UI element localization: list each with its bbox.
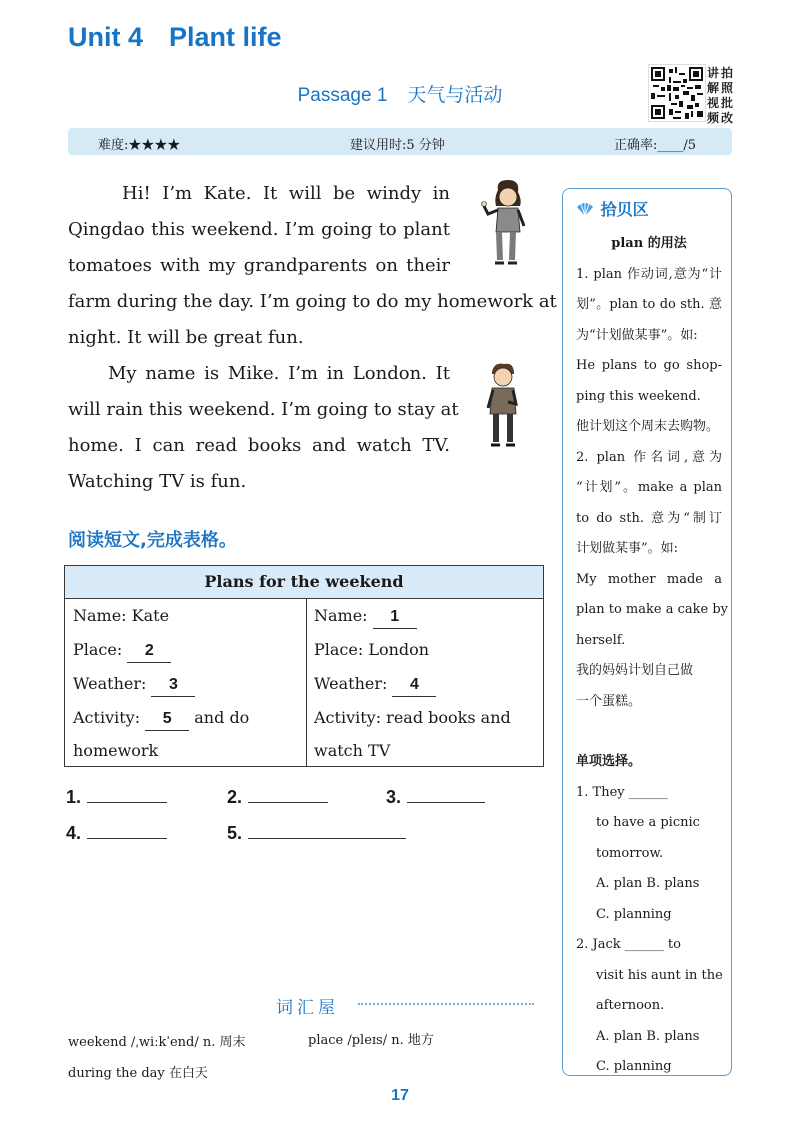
difficulty-rating: 难度:★★★★ bbox=[98, 138, 181, 153]
q2-option-c[interactable]: C. planning bbox=[596, 1059, 672, 1074]
qr-code-icon bbox=[649, 65, 705, 121]
kate-weather: Weather: 3 bbox=[73, 667, 195, 701]
unit-title: Plant life bbox=[169, 22, 282, 52]
unit-number: Unit 4 bbox=[68, 22, 144, 52]
answer-1[interactable]: 1. bbox=[66, 784, 167, 808]
mike-weather: Weather: 4 bbox=[314, 667, 436, 701]
sidebar-subtitle: plan 的用法 bbox=[611, 236, 687, 251]
vocab-divider bbox=[358, 1003, 534, 1005]
answer-line[interactable] bbox=[87, 784, 167, 803]
vocab-item-place: place /pleɪs/ n. 地方 bbox=[308, 1033, 434, 1048]
blank-5[interactable]: 5 bbox=[145, 708, 189, 731]
answer-line[interactable] bbox=[87, 820, 167, 839]
vocab-title: 词汇屋 bbox=[276, 998, 339, 1018]
q2-options-ab[interactable]: A. plan B. plans bbox=[596, 1028, 700, 1044]
blank-1[interactable]: 1 bbox=[373, 606, 417, 629]
q2-stem: 2. Jack ______ to bbox=[576, 937, 681, 952]
qr-code[interactable] bbox=[648, 64, 706, 122]
vocab-item-weekend: weekend /ˌwiːkˈend/ n. 周末 bbox=[68, 1035, 246, 1050]
answer-3[interactable]: 3. bbox=[386, 784, 485, 808]
answer-5[interactable]: 5. bbox=[227, 820, 406, 844]
answer-line[interactable] bbox=[248, 820, 406, 839]
mike-activity-line2: watch TV bbox=[314, 741, 391, 760]
info-bar bbox=[68, 128, 732, 155]
accuracy-rate: 正确率:____/5 bbox=[614, 138, 697, 153]
boy-illustration bbox=[478, 362, 528, 448]
q1-option-c[interactable]: C. planning bbox=[596, 906, 672, 922]
plans-table bbox=[64, 565, 544, 767]
table-title: Plans for the weekend bbox=[65, 566, 543, 599]
passage-number: Passage 1 bbox=[297, 85, 388, 106]
table-instruction: 阅读短文,完成表格。 bbox=[68, 530, 237, 551]
mike-name: Name: 1 bbox=[314, 599, 417, 633]
qr-label: 讲 拍 解 照 视 批 频 改 bbox=[707, 66, 734, 125]
mc-title: 单项选择。 bbox=[576, 754, 642, 769]
kate-activity: Activity: 5 and do bbox=[73, 701, 249, 735]
sidebar-content: plan 的用法 1. plan 作动词,意为“计 划”。plan to do sth. 意 为“计划做某事”。如: He plans to go shop- ping this weekend. 他计划这个周末去购物。 2. plan 作名词,意为 “计划”。make a plan to do sth. 意为“制订 计划做某事”。如: My mother made a plan to make a cake by herself. 我的妈妈计划自己做 一个蛋糕。 单项选择。 1. They ______ to have a picnic tomorrow. A. plan B. plans C. planning 2. Jack ______ to visit his aunt in the afternoon. A. plan B. plans C. planning bbox=[576, 229, 722, 1083]
kate-activity-line2: homework bbox=[73, 741, 159, 760]
table-divider bbox=[306, 598, 307, 766]
kate-place: Place: 2 bbox=[73, 633, 171, 667]
blank-4[interactable]: 4 bbox=[392, 674, 436, 697]
suggested-time: 建议用时:5 分钟 bbox=[350, 138, 445, 153]
mike-activity: Activity: read books and bbox=[314, 708, 511, 727]
unit-heading bbox=[68, 22, 282, 53]
vocab-item-during-the-day: during the day 在白天 bbox=[68, 1066, 208, 1081]
answer-line[interactable] bbox=[248, 784, 328, 803]
q1-stem: 1. They ______ bbox=[576, 784, 668, 800]
girl-illustration bbox=[476, 180, 540, 270]
answer-2[interactable]: 2. bbox=[227, 784, 328, 808]
answer-line[interactable] bbox=[407, 784, 485, 803]
sidebar-title: 拾贝区 bbox=[575, 197, 649, 220]
shell-icon bbox=[575, 201, 595, 217]
blank-3[interactable]: 3 bbox=[151, 674, 195, 697]
q1-options-ab[interactable]: A. plan B. plans bbox=[596, 876, 700, 891]
page-number: 17 bbox=[391, 1087, 409, 1104]
kate-name: Name: Kate bbox=[73, 606, 170, 625]
sidebar-box bbox=[562, 188, 732, 1076]
answer-4[interactable]: 4. bbox=[66, 820, 167, 844]
blank-2[interactable]: 2 bbox=[127, 640, 171, 663]
paragraph-kate: Hi! I’m Kate. It will be windy in Qingdao this weekend. I’m going to plant tomatoes with my grandparents on their farm during the day. I’m going to do my homework at night. It will be great fun. bbox=[68, 183, 557, 348]
mike-place: Place: London bbox=[314, 640, 430, 659]
passage-title: 天气与活动 bbox=[407, 85, 503, 106]
paragraph-mike: My name is Mike. I’m in London. It will rain this weekend. I’m going to stay at home. I can read books and watch TV. Watching TV is fun. bbox=[68, 363, 459, 492]
